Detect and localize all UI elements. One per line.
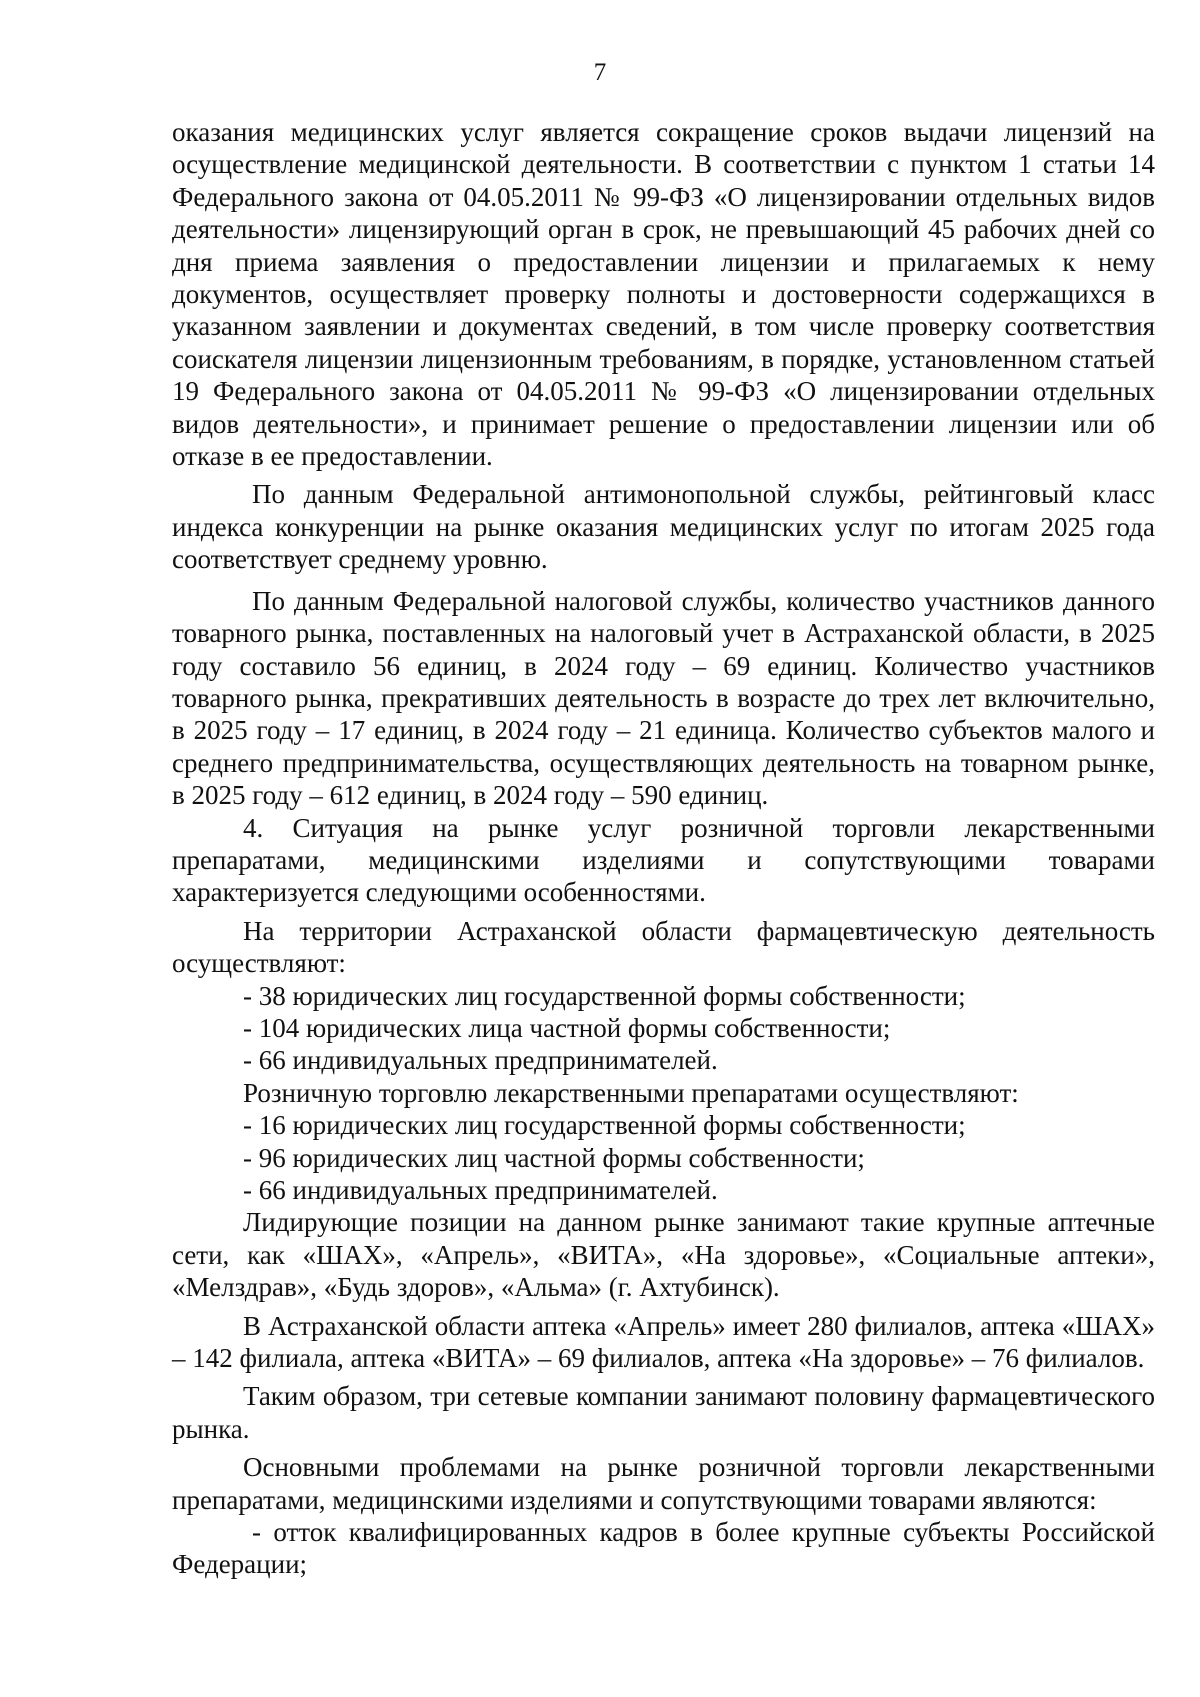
list-item: - 16 юридических лиц государственной формы собственности;	[243, 1110, 966, 1141]
list-item: - отток квалифицированных кадров в более крупные субъекты Российской Федерации;	[172, 1517, 1155, 1580]
document-body	[172, 116, 1155, 1581]
section-heading-pharmacy-market: 4. Ситуация на рынке услуг розничной торговли лекарственными препаратами, медицинскими изделиями и сопутствующими товарами характеризуется следующими особенностями.	[172, 812, 1155, 908]
list-item: - 104 юридических лица частной формы собственности;	[243, 1012, 891, 1043]
paragraph-pharma-activity-intro: На территории Астраханской области фармацевтическую деятельность осуществляют:	[172, 915, 1155, 979]
list-item: - 66 индивидуальных предпринимателей.	[243, 1175, 718, 1205]
list-item: - 38 юридических лиц государственной формы собственности;	[243, 980, 966, 1011]
paragraph-branch-counts: В Астраханской области аптека «Апрель» имеет 280 филиалов, аптека «ШАХ» – 142 филиала, аптека «ВИТА» – 69 филиалов, аптека «На здоровье» – 76 филиалов.	[172, 1310, 1155, 1374]
paragraph-market-share: Таким образом, три сетевые компании занимают половину фармацевтического рынка.	[172, 1381, 1155, 1444]
paragraph-fns-participants: По данным Федеральной налоговой службы, количество участников данного товарного рынка, поставленных на налоговый учет в Астраханской области, в 2025 году составило 56 единиц, в 2024 году – 69 единиц. Количество участников товарного рынка, прекративших деятельность в возрасте до трех лет включительно, в 2025 году – 17 единиц, в 2024 году – 21 единица. Количество субъектов малого и среднего предпринимательства, осуществляющих деятельность на товарном рынке, в 2025 году – 612 единиц, в 2024 году – 590 единиц.	[172, 585, 1155, 811]
paragraph-retail-intro: Розничную торговлю лекарственными препаратами осуществляют:	[243, 1077, 1019, 1108]
list-item: - 96 юридических лиц частной формы собственности;	[243, 1142, 865, 1173]
paragraph-fas-rating: По данным Федеральной антимонопольной службы, рейтинговый класс индекса конкуренции на рынке оказания медицинских услуг по итогам 2025 года соответствует среднему уровню.	[172, 479, 1155, 575]
paragraph-main-problems: Основными проблемами на рынке розничной торговли лекарственными препаратами, медицинскими изделиями и сопутствующими товарами являются:	[172, 1452, 1155, 1515]
list-item: - 66 индивидуальных предпринимателей.	[243, 1045, 718, 1076]
page-number: 7	[593, 59, 607, 86]
paragraph-leading-chains: Лидирующие позиции на данном рынке занимают такие крупные аптечные сети, как «ШАХ», «Апрель», «ВИТА», «На здоровье», «Социальные аптеки», «Мелздрав», «Будь здоров», «Альма» (г. Ахтубинск).	[172, 1207, 1155, 1303]
paragraph-licensing-terms: оказания медицинских услуг является сокращение сроков выдачи лицензий на осуществление медицинской деятельности. В соответствии с пунктом 1 статьи 14 Федерального закона от 04.05.2011 № 99-ФЗ «О лицензировании отдельных видов деятельности» лицензирующий орган в срок, не превышающий 45 рабочих дней со дня приема заявления о предоставлении лицензии и прилагаемых к нему документов, осуществляет проверку полноты и достоверности содержащихся в указанном заявлении и документах сведений, в том числе проверку соответствия соискателя лицензии лицензионным требованиям, в порядке, установленном статьей 19 Федерального закона от 04.05.2011 № 99-ФЗ «О лицензировании отдельных видов деятельности», и принимает решение о предоставлении лицензии или об отказе в ее предоставлении.	[172, 117, 1155, 472]
